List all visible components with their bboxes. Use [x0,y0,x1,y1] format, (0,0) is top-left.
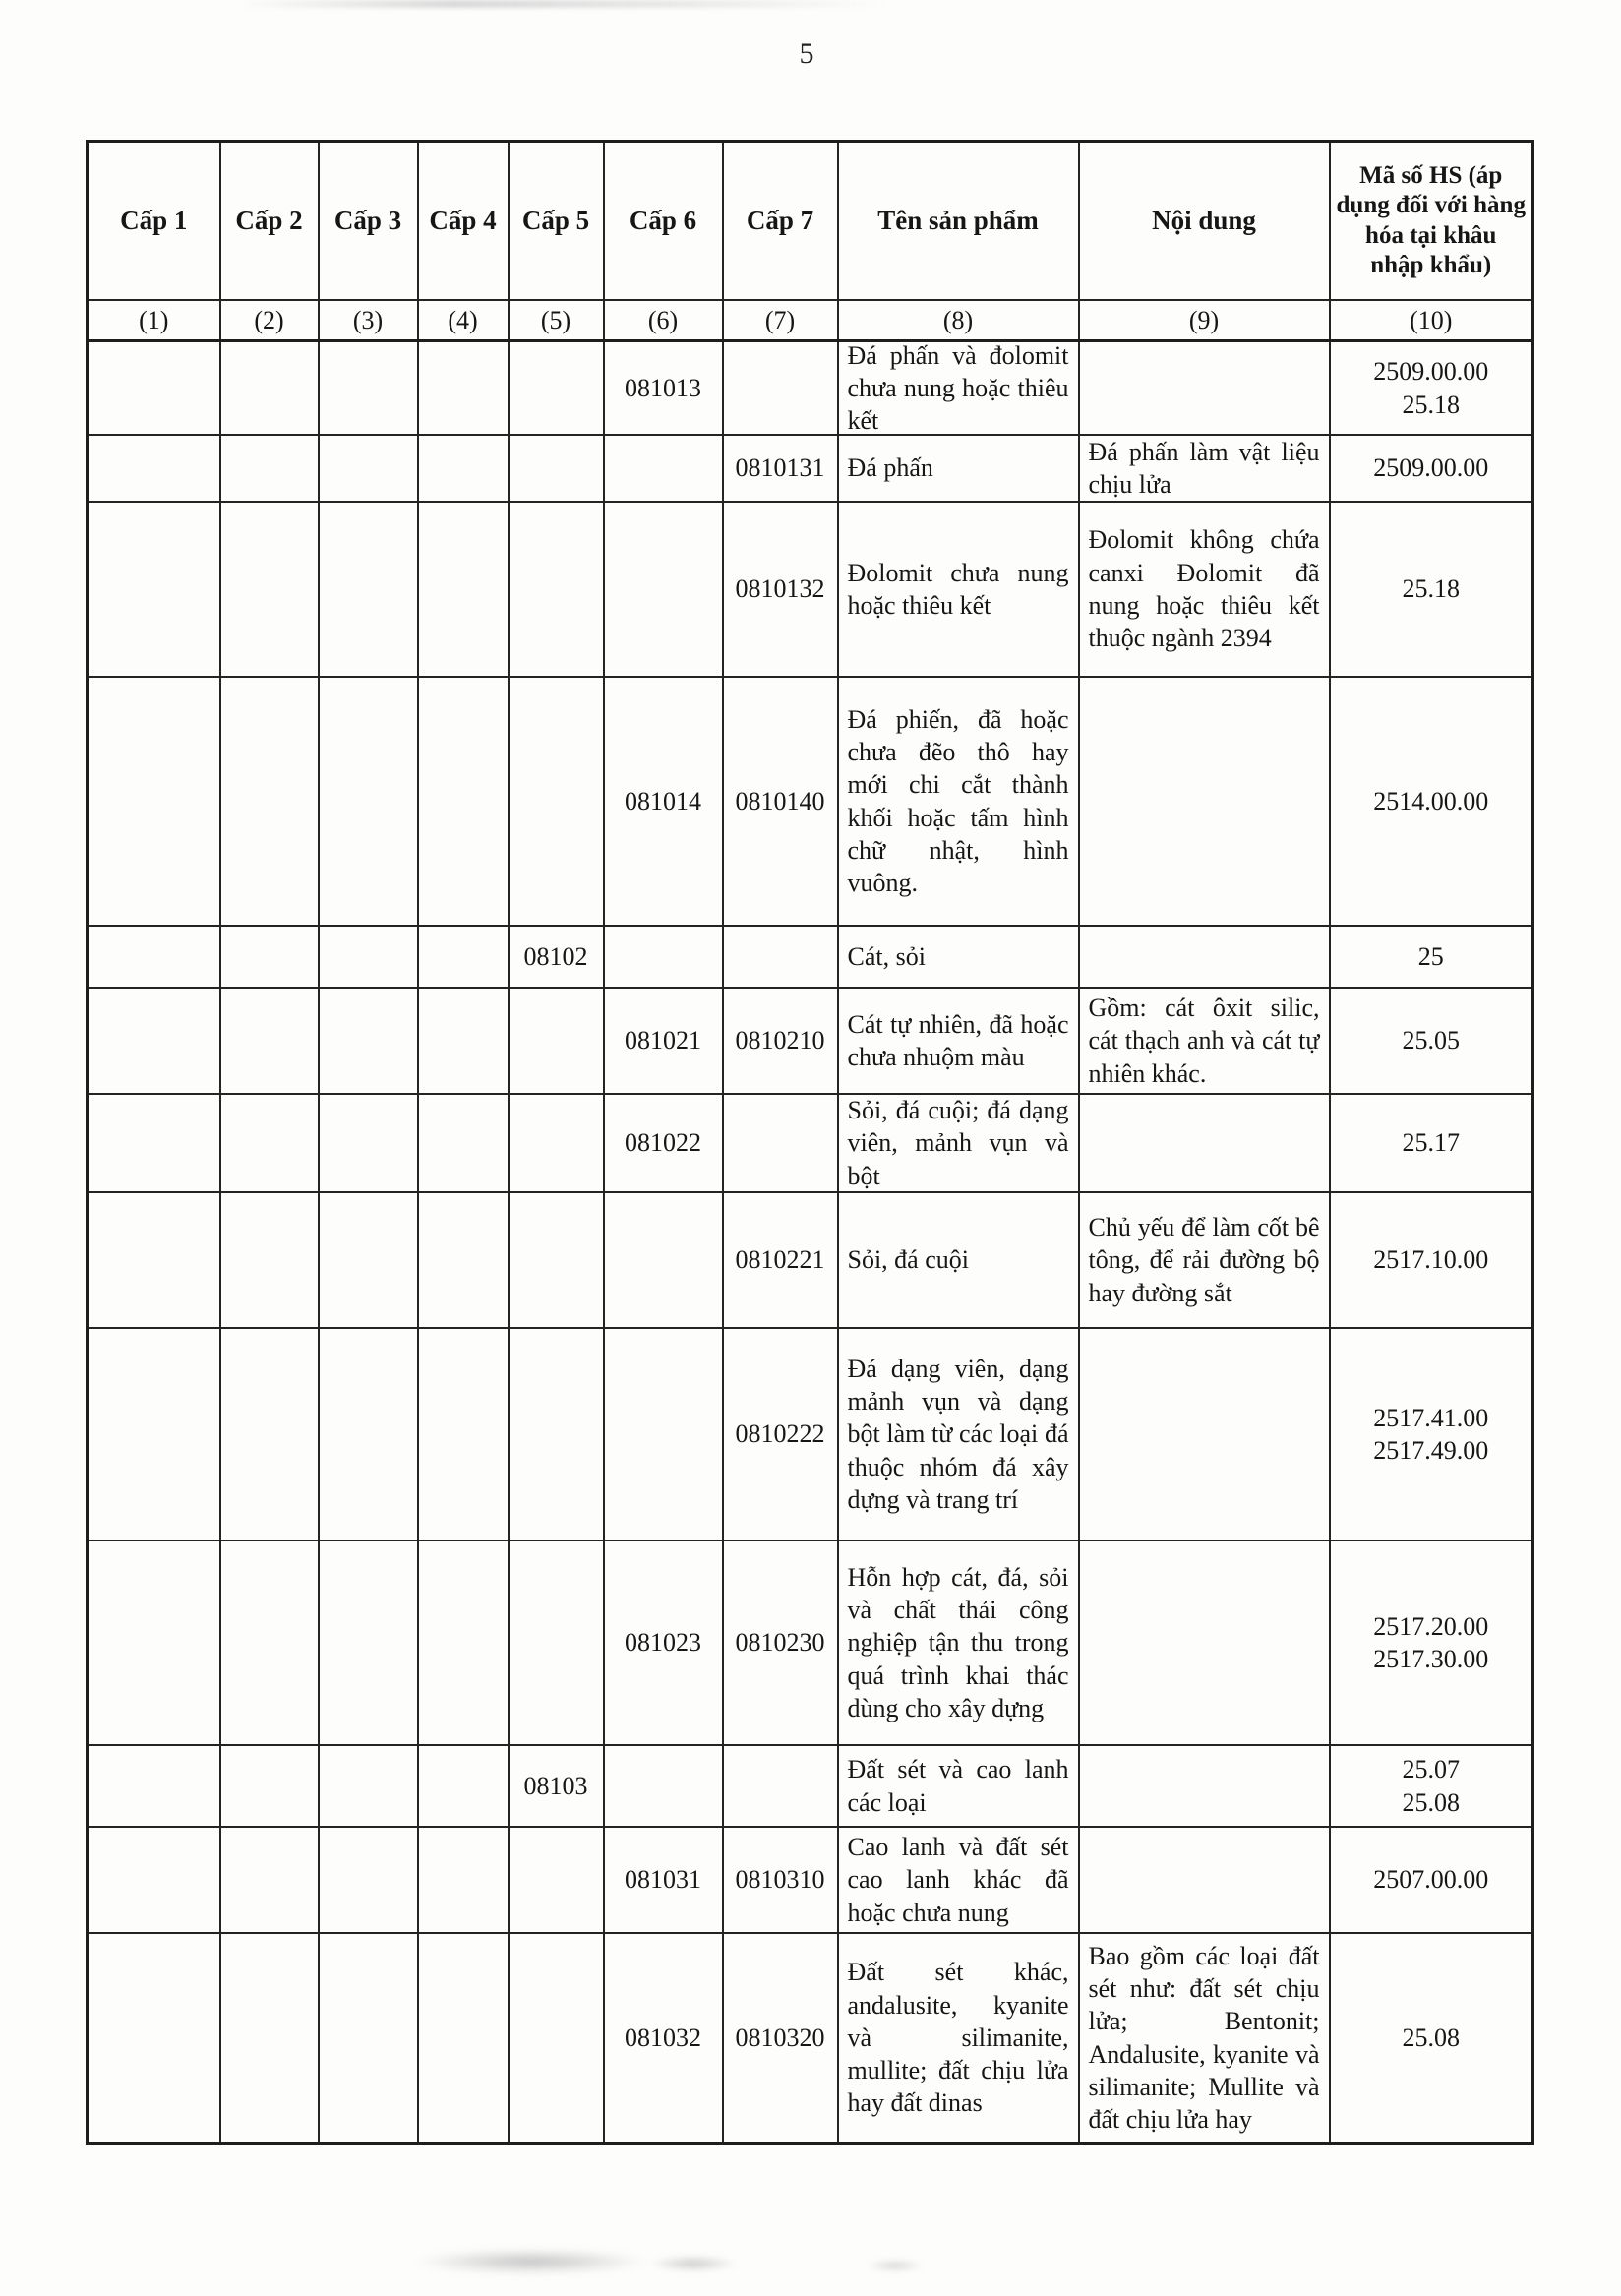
cell-cap5 [509,1541,604,1745]
table-row [88,677,1533,926]
level-code: 081013 [625,373,701,402]
cell-ten [838,502,1079,677]
cell-cap7 [723,341,838,436]
cell-cap6 [604,502,723,677]
cell-cap6 [604,1827,723,1933]
cell-cap6 [604,677,723,926]
header-cap2 [220,142,319,301]
cell-noidung [1079,988,1330,1094]
cell-cap3 [319,435,418,502]
cell-cap1 [88,1541,220,1745]
hs-code: 2517.20.00 [1373,1611,1489,1641]
cell-cap2 [220,435,319,502]
cell-cap3 [319,1094,418,1192]
index-label: (1) [139,305,169,334]
cell-cap4 [418,926,509,988]
cell-cap3 [319,677,418,926]
level-code: 0810320 [735,2023,825,2052]
hs-code: 2514.00.00 [1373,786,1489,816]
product-name-text: Sỏi, đá cuội [847,1245,969,1275]
table-row [88,1745,1533,1827]
level-code: 0810310 [735,1865,825,1895]
scan-artifact-bottom [866,2259,925,2272]
cell-hs [1330,1933,1533,2144]
cell-hs [1330,341,1533,436]
cell-hs [1330,1827,1533,1933]
cell-cap1 [88,926,220,988]
index-cell [418,300,509,341]
description-text: Đá phấn làm vật liệu chịu lửa [1088,437,1320,499]
cell-cap4 [418,677,509,926]
header-label: Cấp 4 [429,205,497,235]
column-index-row [88,300,1533,341]
cell-cap2 [220,988,319,1094]
cell-ten [838,988,1079,1094]
header-cap5 [509,142,604,301]
product-name-text: Đá phiến, đã hoặc chưa đẽo thô hay mới chi cắt thành khối hoặc tấm hình chữ nhật, hình vuông. [847,704,1069,898]
cell-cap5 [509,1827,604,1933]
hs-code: 25.07 [1402,1755,1460,1784]
header-label: Mã số HS (áp dụng đối với hàng hóa tại khâu nhập khẩu) [1336,161,1526,278]
cell-cap7 [723,435,838,502]
cell-cap6 [604,341,723,436]
cell-cap3 [319,1827,418,1933]
cell-ten [838,1827,1079,1933]
hs-code: 25.17 [1402,1128,1460,1158]
cell-noidung [1079,502,1330,677]
header-ten-san-pham [838,142,1079,301]
index-cell [723,300,838,341]
cell-cap2 [220,1328,319,1541]
header-cap6 [604,142,723,301]
hs-code: 2509.00.00 [1373,357,1489,387]
table-row [88,435,1533,502]
cell-cap1 [88,1745,220,1827]
header-label: Nội dung [1152,205,1256,235]
cell-cap2 [220,341,319,436]
cell-noidung [1079,1933,1330,2144]
cell-cap3 [319,1192,418,1328]
cell-cap1 [88,1933,220,2144]
level-code: 0810131 [735,453,825,483]
cell-cap4 [418,1541,509,1745]
scan-artifact-bottom [649,2255,738,2272]
cell-noidung [1079,1328,1330,1541]
page-number: 5 [799,37,814,70]
cell-cap6 [604,1541,723,1745]
description-text: Bao gồm các loại đất sét như: đất sét chịu lửa; Bentonit; Andalusite, kyanite và silimanite; Mullite và đất chịu lửa hay [1088,1941,1320,2135]
cell-hs [1330,1745,1533,1827]
table-row [88,1827,1533,1933]
cell-cap5 [509,926,604,988]
header-label: Cấp 6 [629,205,697,235]
cell-cap2 [220,1094,319,1192]
product-name-text: Đá phấn [847,453,933,483]
cell-cap7 [723,988,838,1094]
cell-cap6 [604,1328,723,1541]
table-row [88,341,1533,436]
hs-code: 2507.00.00 [1373,1865,1489,1895]
cell-cap1 [88,988,220,1094]
cell-noidung [1079,435,1330,502]
index-label: (10) [1410,305,1453,334]
cell-ten [838,435,1079,502]
cell-cap3 [319,502,418,677]
table-row [88,988,1533,1094]
cell-cap1 [88,1094,220,1192]
cell-noidung [1079,677,1330,926]
hs-code: 25 [1417,941,1444,971]
table-row [88,502,1533,677]
cell-cap4 [418,1192,509,1328]
cell-cap2 [220,1745,319,1827]
hs-code: 2517.41.00 [1373,1403,1489,1432]
cell-hs [1330,1541,1533,1745]
index-cell [1330,300,1533,341]
index-label: (9) [1188,305,1220,334]
cell-noidung [1079,926,1330,988]
index-cell [604,300,723,341]
index-label: (8) [942,305,974,334]
cell-cap4 [418,435,509,502]
cell-noidung [1079,1745,1330,1827]
cell-cap5 [509,1094,604,1192]
cell-cap5 [509,677,604,926]
hs-code: 2517.49.00 [1373,1436,1489,1465]
level-code: 081022 [625,1128,701,1158]
cell-cap6 [604,435,723,502]
cell-cap1 [88,502,220,677]
cell-noidung [1079,1827,1330,1933]
level-code: 0810132 [735,574,825,604]
hs-code: 25.08 [1402,1787,1460,1817]
hs-code: 2517.30.00 [1373,1645,1489,1673]
product-name-text: Đất sét khác, andalusite, kyanite và silimanite, mullite; đất chịu lửa hay đất dinas [847,1958,1069,2118]
cell-cap4 [418,341,509,436]
cell-cap5 [509,1745,604,1827]
cell-cap7 [723,1827,838,1933]
hs-code: 25.08 [1402,2023,1460,2052]
cell-hs [1330,1192,1533,1328]
product-name-text: Đá dạng viên, dạng mảnh vụn và dạng bột làm từ các loại đá thuộc nhóm đá xây dựng và trang trí [847,1354,1069,1514]
cell-cap5 [509,341,604,436]
level-code: 081014 [625,786,701,816]
index-cell [509,300,604,341]
cell-cap6 [604,1192,723,1328]
cell-cap2 [220,926,319,988]
product-name-text: Sỏi, đá cuội; đá dạng viên, mảnh vụn và bột [847,1096,1069,1190]
cell-cap1 [88,1192,220,1328]
product-name-text: Cát tự nhiên, đã hoặc chưa nhuộm màu [847,1009,1069,1071]
cell-cap7 [723,1192,838,1328]
cell-cap5 [509,1192,604,1328]
cell-cap4 [418,502,509,677]
cell-cap2 [220,502,319,677]
cell-noidung [1079,1192,1330,1328]
cell-hs [1330,988,1533,1094]
cell-cap3 [319,988,418,1094]
index-cell [88,300,220,341]
level-code: 0810221 [735,1245,825,1275]
level-code: 08102 [523,941,588,971]
cell-cap7 [723,1094,838,1192]
cell-cap3 [319,1328,418,1541]
cell-cap4 [418,1328,509,1541]
cell-ten [838,677,1079,926]
index-label: (4) [448,305,478,334]
table-row [88,1541,1533,1745]
header-label: Cấp 7 [746,205,814,235]
description-text: Đolomit không chứa canxi Đolomit đã nung hoặc thiêu kết thuộc ngành 2394 [1088,525,1320,653]
cell-hs [1330,435,1533,502]
classification-table [86,140,1534,2145]
cell-cap6 [604,926,723,988]
cell-hs [1330,677,1533,926]
cell-hs [1330,502,1533,677]
cell-cap1 [88,677,220,926]
index-label: (2) [254,305,284,334]
cell-cap7 [723,502,838,677]
cell-cap6 [604,1745,723,1827]
product-name-text: Cát, sỏi [847,941,926,971]
cell-cap5 [509,435,604,502]
level-code: 0810210 [735,1026,825,1056]
level-code: 0810140 [735,786,825,816]
cell-noidung [1079,1094,1330,1192]
scan-artifact-bottom [413,2249,649,2274]
level-code: 081023 [625,1628,701,1658]
table-row [88,1933,1533,2144]
index-label: (3) [352,305,384,334]
product-name-text: Hỗn hợp cát, đá, sỏi và chất thải công nghiệp tận thu trong quá trình khai thác dùng cho xây dựng [847,1562,1069,1722]
cell-cap1 [88,435,220,502]
index-cell [838,300,1079,341]
cell-cap2 [220,1827,319,1933]
hs-code: 25.05 [1402,1026,1460,1056]
cell-cap5 [509,502,604,677]
index-cell [1079,300,1330,341]
cell-cap4 [418,1745,509,1827]
hs-code: 2509.00.00 [1373,453,1489,483]
cell-cap7 [723,1933,838,2144]
cell-cap5 [509,1933,604,2144]
cell-cap6 [604,988,723,1094]
cell-ten [838,1933,1079,2144]
cell-cap2 [220,1192,319,1328]
cell-cap7 [723,1328,838,1541]
product-name-text: Cao lanh và đất sét cao lanh khác đã hoặc chưa nung [847,1833,1069,1927]
cell-cap7 [723,1745,838,1827]
cell-cap3 [319,1933,418,2144]
level-code: 0810222 [735,1420,825,1449]
level-code: 081031 [625,1865,701,1895]
cell-cap5 [509,1328,604,1541]
cell-cap4 [418,988,509,1094]
cell-cap4 [418,1827,509,1933]
level-code: 08103 [523,1771,588,1800]
cell-cap3 [319,341,418,436]
header-ma-so-hs [1330,142,1533,301]
header-label: Tên sản phẩm [877,205,1039,235]
header-label: Cấp 2 [235,205,303,235]
description-text: Chủ yếu để làm cốt bê tông, để rải đường bộ hay đường sắt [1088,1213,1320,1307]
cell-cap6 [604,1933,723,2144]
cell-cap4 [418,1094,509,1192]
cell-hs [1330,926,1533,988]
cell-ten [838,1745,1079,1827]
cell-cap2 [220,677,319,926]
cell-cap2 [220,1933,319,2144]
header-cap1 [88,142,220,301]
product-name-text: Đá phấn và đolomit chưa nung hoặc thiêu kết [847,342,1069,434]
table-body [88,341,1533,2144]
cell-ten [838,1541,1079,1745]
cell-cap5 [509,988,604,1094]
scan-artifact-top [236,0,885,8]
cell-cap6 [604,1094,723,1192]
hs-code: 2517.10.00 [1373,1245,1489,1275]
cell-ten [838,1192,1079,1328]
header-cap4 [418,142,509,301]
product-name-text: Đất sét và cao lanh các loại [847,1755,1069,1817]
cell-cap4 [418,1933,509,2144]
index-cell [319,300,418,341]
cell-ten [838,926,1079,988]
cell-noidung [1079,341,1330,436]
index-cell [220,300,319,341]
cell-cap3 [319,1541,418,1745]
header-label: Cấp 1 [120,205,188,235]
header-cap3 [319,142,418,301]
index-label: (6) [647,305,679,334]
header-noi-dung [1079,142,1330,301]
level-code: 081032 [625,2023,701,2052]
level-code: 0810230 [735,1628,825,1658]
cell-cap7 [723,677,838,926]
cell-cap7 [723,926,838,988]
level-code: 081021 [625,1026,701,1056]
cell-ten [838,1094,1079,1192]
table-row [88,1328,1533,1541]
cell-cap1 [88,1827,220,1933]
index-label: (7) [764,305,796,334]
cell-noidung [1079,1541,1330,1745]
table-row [88,1094,1533,1192]
cell-cap1 [88,1328,220,1541]
product-name-text: Đolomit chưa nung hoặc thiêu kết [847,558,1069,620]
header-label: Cấp 3 [333,205,402,235]
table-row [88,926,1533,988]
hs-code: 25.18 [1402,574,1460,604]
table-header-row [88,142,1533,301]
table-row [88,1192,1533,1328]
cell-hs [1330,1328,1533,1541]
header-cap7 [723,142,838,301]
cell-ten [838,341,1079,436]
cell-cap7 [723,1541,838,1745]
cell-ten [838,1328,1079,1541]
cell-cap3 [319,926,418,988]
cell-cap3 [319,1745,418,1827]
cell-hs [1330,1094,1533,1192]
description-text: Gồm: cát ôxit silic, cát thạch anh và cát tự nhiên khác. [1088,994,1320,1088]
index-label: (5) [540,305,571,334]
header-label: Cấp 5 [521,205,590,235]
hs-code: 25.18 [1402,390,1460,419]
cell-cap1 [88,341,220,436]
cell-cap2 [220,1541,319,1745]
